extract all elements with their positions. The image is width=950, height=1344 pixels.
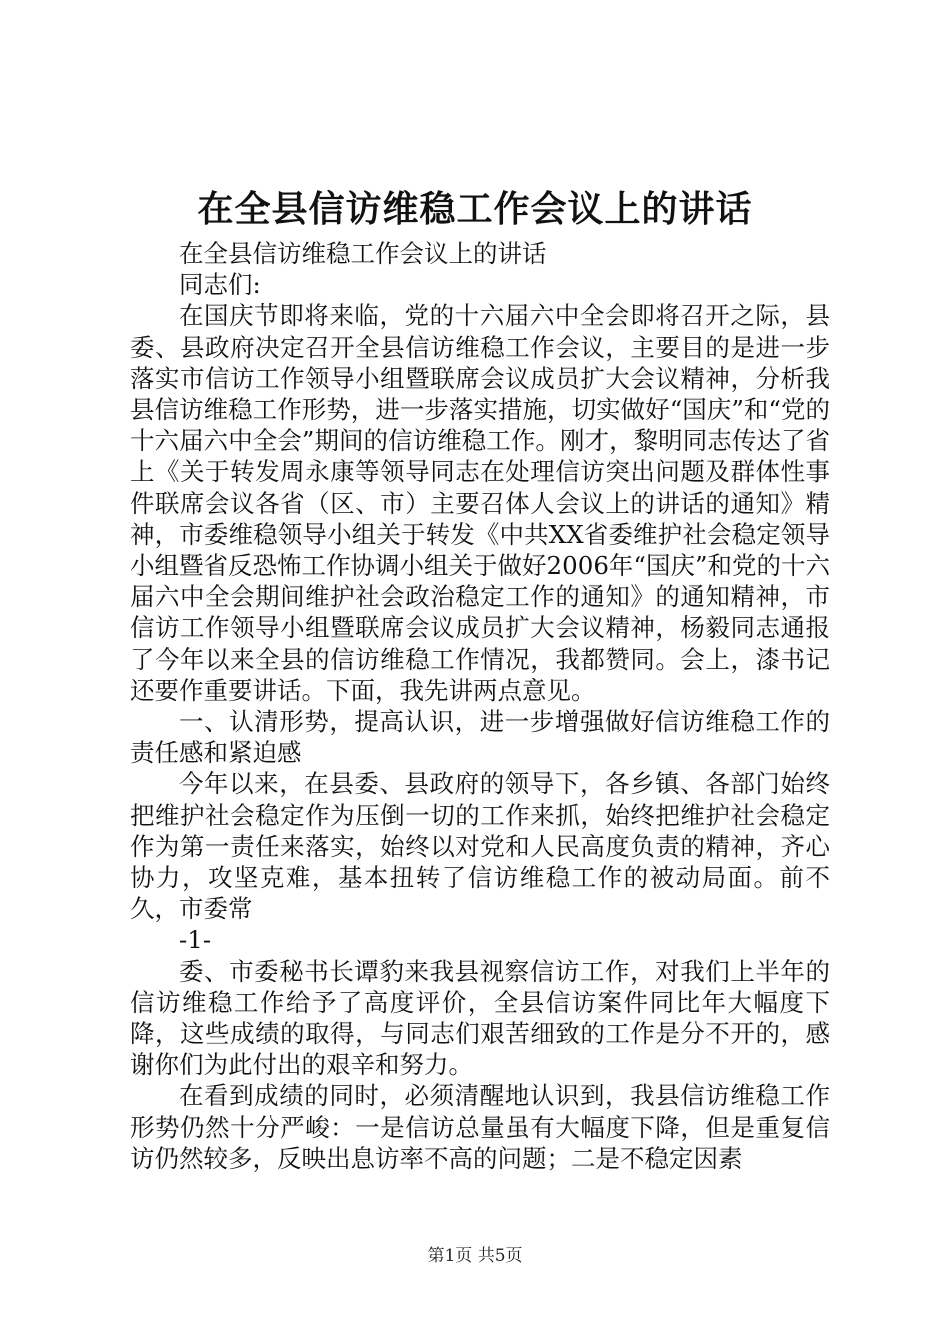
body-paragraph: 今年以来，在县委、县政府的领导下，各乡镇、各部门始终把维护社会稳定作为压倒一切的工作来抓，始终把维护社会稳定作为第一责任来落实，始终以对党和人民高度负责的精神，齐心协力，攻坚克难，基本扭转了信访维稳工作的被动局面。前不久，市委常 xyxy=(130,769,830,924)
document-body xyxy=(130,238,830,1174)
body-paragraph: 在看到成绩的同时，必须清醒地认识到，我县信访维稳工作形势仍然十分严峻：一是信访总量虽有大幅度下降，但是重复信访仍然较多，反映出息访率不高的问题；二是不稳定因素 xyxy=(130,1081,830,1173)
page-footer: 第1页 共5页 xyxy=(427,1246,523,1266)
salutation-paragraph: 同志们: xyxy=(179,270,261,300)
section-heading: 一、认清形势，提高认识，进一步增强做好信访维稳工作的责任感和紧迫感 xyxy=(130,707,830,768)
subtitle-paragraph: 在全县信访维稳工作会议上的讲话 xyxy=(179,239,547,268)
document-title: 在全县信访维稳工作会议上的讲话 xyxy=(197,188,753,230)
inline-page-number: -1- xyxy=(179,925,212,955)
body-paragraph: 在国庆节即将来临，党的十六届六中全会即将召开之际，县委、县政府决定召开全县信访维稳工作会议，主要目的是进一步落实市信访工作领导小组暨联席会议成员扩大会议精神，分析我县信访维稳工作形势，进一步落实措施，切实做好“国庆”和“党的十六届六中全会”期间的信访维稳工作。刚才，黎明同志传达了省上《关于转发周永康等领导同志在处理信访突出问题及群体性事件联席会议各省（区、市）主要召体人会议上的讲话的通知》精神，市委维稳领导小组关于转发《中共XX省委维护社会稳定领导小组暨省反恐怖工作协调小组关于做好2006年“国庆”和党的十六届六中全会期间维护社会政治稳定工作的通知》的通知精神，市信访工作领导小组暨联席会议成员扩大会议精神，杨毅同志通报了今年以来全县的信访维稳工作情况，我都赞同。会上，漆书记还要作重要讲话。下面，我先讲两点意见。 xyxy=(130,301,830,705)
body-paragraph: 委、市委秘书长谭豹来我县视察信访工作，对我们上半年的信访维稳工作给予了高度评价，全县信访案件同比年大幅度下降，这些成绩的取得，与同志们艰苦细致的工作是分不开的，感谢你们为此付出的艰辛和努力。 xyxy=(130,956,830,1080)
